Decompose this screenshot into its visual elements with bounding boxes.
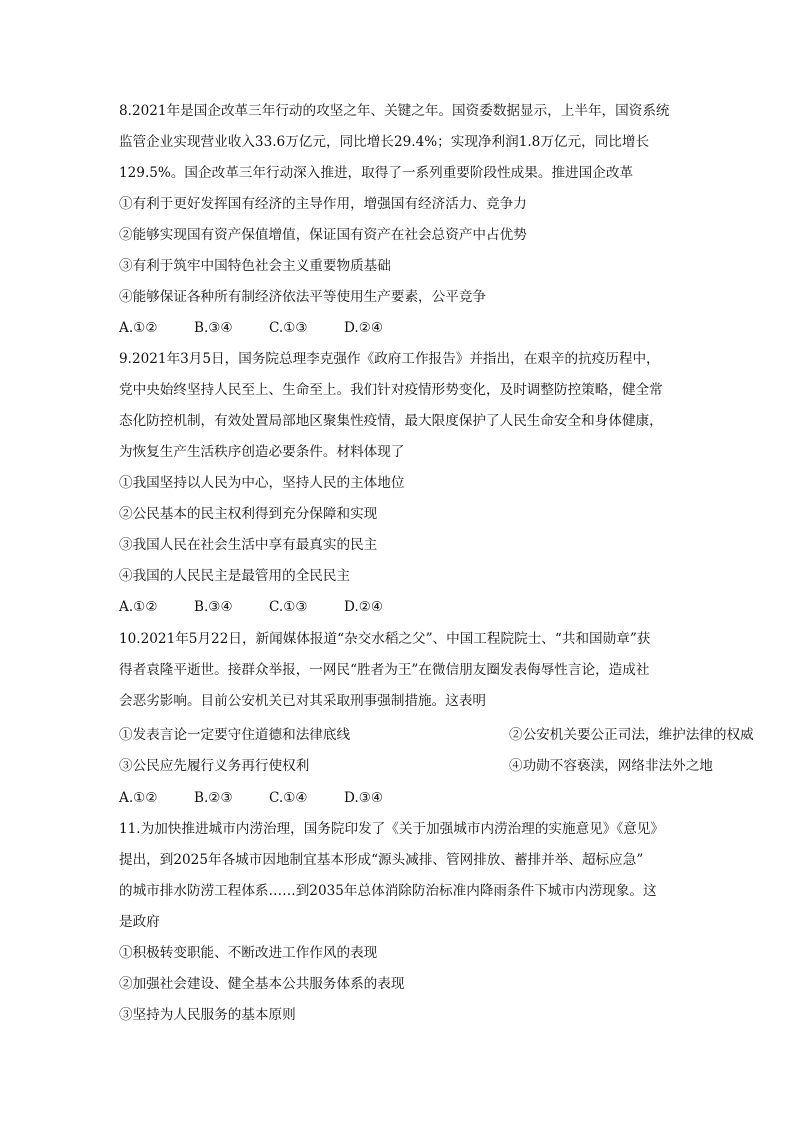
q10-choice-d: D.③④ (344, 790, 384, 806)
q8-choice-c: C.①③ (269, 320, 308, 336)
q9-stem-line-4: 为恢复生产生活秩序创造必要条件。材料体现了 (119, 444, 405, 460)
q9-option-4: ④我国的人民民主是最管用的全民民主 (119, 568, 351, 584)
q11-option-2: ②加强社会建设、健全基本公共服务体系的表现 (119, 976, 405, 992)
q10-option-2: ②公安机关要公正司法，维护法律的权威 (509, 727, 754, 743)
q11-option-1: ①积极转变职能、不断改进工作作风的表现 (119, 945, 378, 961)
q8-option-4: ④能够保证各种所有制经济依法平等使用生产要素，公平竞争 (119, 289, 487, 305)
q10-option-1: ①发表言论一定要守住道德和法律底线 (119, 727, 351, 743)
q8-choices (119, 318, 679, 338)
q8-choice-d: D.②④ (344, 320, 384, 336)
q10-stem-line-2: 得者袁隆平逝世。接群众举报，一网民“胜者为王”在微信朋友圈发表侮辱性言论，造成社 (119, 662, 650, 678)
q8-choice-a: A.①② (119, 320, 158, 336)
q8-option-1: ①有利于更好发挥国有经济的主导作用，增强国有经济活力、竞争力 (119, 196, 527, 212)
q10-choice-b: B.②③ (194, 790, 233, 806)
q9-stem-line-1: 9.2021年3月5日，国务院总理李克强作《政府工作报告》并指出，在艰辛的抗疫历程中， (119, 351, 660, 367)
q9-option-2: ②公民基本的民主权利得到充分保障和实现 (119, 506, 378, 522)
q8-stem-line-1: 8.2021年是国企改革三年行动的攻坚之年、关键之年。国资委数据显示，上半年，国资系统 (119, 103, 670, 119)
q10-option-4: ④功勋不容亵渎，网络非法外之地 (509, 758, 713, 774)
q9-option-1: ①我国坚持以人民为中心，坚持人民的主体地位 (119, 475, 405, 491)
q9-option-3: ③我国人民在社会生活中享有最真实的民主 (119, 537, 378, 553)
q8-stem-line-3: 129.5%。国企改革三年行动深入推进，取得了一系列重要阶段性成果。推进国企改革 (119, 165, 634, 181)
q10-choice-c: C.①④ (269, 790, 308, 806)
q11-stem-line-2: 提出，到2025年各城市因地制宜基本形成“源头减排、管网排放、蓄排并举、超标应急” (119, 852, 644, 868)
q10-stem-line-3: 会恶劣影响。目前公安机关已对其采取刑事强制措施。这表明 (119, 693, 487, 709)
q8-choice-b: B.③④ (194, 320, 233, 336)
q8-stem-line-2: 监管企业实现营业收入33.6万亿元，同比增长29.4%；实现净利润1.8万亿元，同比增长 (119, 134, 650, 150)
q11-stem-line-1: 11.为加快推进城市内涝治理，国务院印发了《关于加强城市内涝治理的实施意见》《意见》 (119, 821, 664, 837)
q10-option-row-1 (119, 725, 754, 745)
q9-choice-d: D.②④ (344, 599, 384, 615)
q10-option-3: ③公民应先履行义务再行使权利 (119, 758, 310, 774)
q9-choices (119, 597, 679, 617)
q8-option-2: ②能够实现国有资产保值增值，保证国有资产在社会总资产中占优势 (119, 227, 527, 243)
q11-option-3: ③坚持为人民服务的基本原则 (119, 1007, 296, 1023)
q10-option-row-2 (119, 756, 713, 776)
q11-stem-line-3: 的城市排水防涝工程体系……到2035年总体消除防治标准内降雨条件下城市内涝现象。这 (119, 883, 657, 899)
q10-choices (119, 788, 679, 808)
q10-choice-a: A.①② (119, 790, 158, 806)
q9-choice-b: B.③④ (194, 599, 233, 615)
q9-stem-line-3: 态化防控机制，有效处置局部地区聚集性疫情，最大限度保护了人民生命安全和身体健康， (119, 413, 663, 429)
q9-choice-c: C.①③ (269, 599, 308, 615)
q11-stem-line-4: 是政府 (119, 914, 160, 930)
q9-stem-line-2: 党中央始终坚持人民至上、生命至上。我们针对疫情形势变化，及时调整防控策略，健全常 (119, 382, 663, 398)
q8-option-3: ③有利于筑牢中国特色社会主义重要物质基础 (119, 258, 391, 274)
q9-choice-a: A.①② (119, 599, 158, 615)
q10-stem-line-1: 10.2021年5月22日，新闻媒体报道“杂交水稻之父”、中国工程院院士、“共和国勋章”获 (119, 631, 651, 647)
